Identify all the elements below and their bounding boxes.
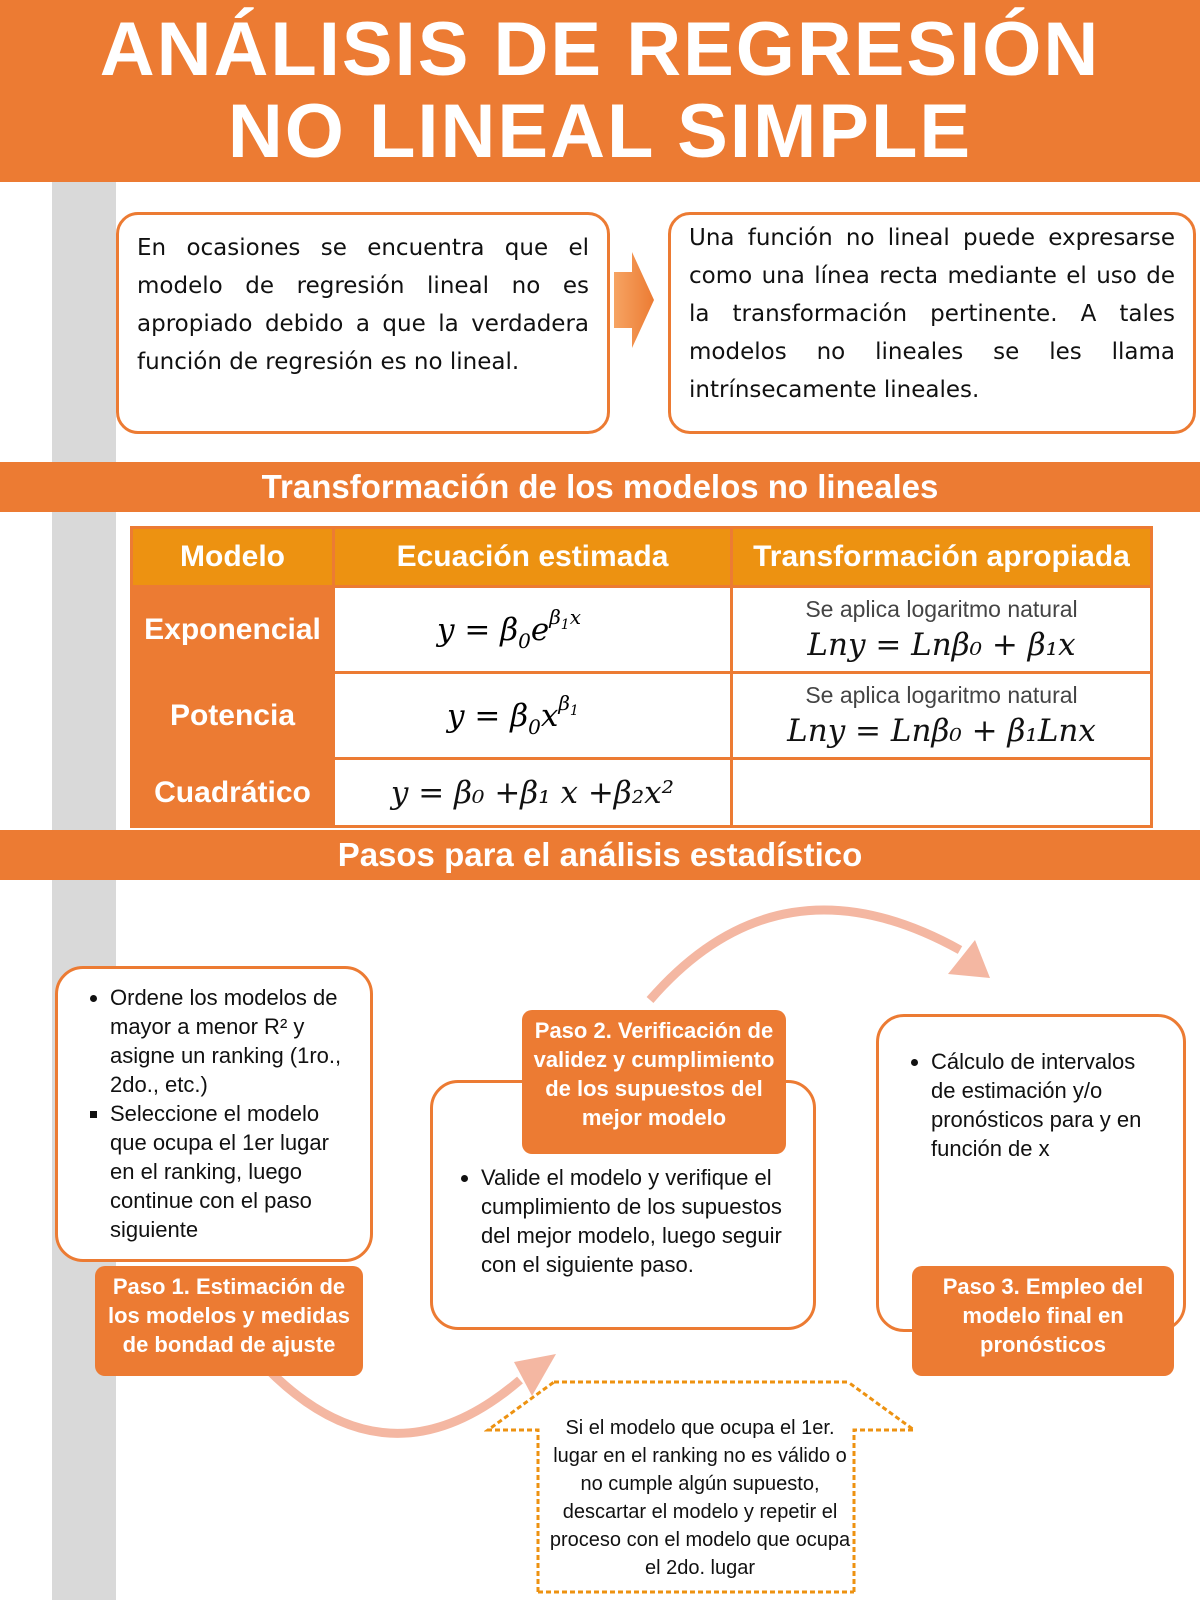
equation-power <box>334 673 732 759</box>
step1-list <box>88 983 352 1244</box>
table-row <box>132 673 1152 759</box>
steps-section-title: Pasos para el análisis estadístico <box>0 830 1200 880</box>
step2-label: Paso 2. Verificación de validez y cumplimiento de los supuestos del mejor modelo <box>522 1010 786 1154</box>
col-header-model: Modelo <box>132 528 334 587</box>
note-text: Si el modelo que ocupa el 1er. lugar en el ranking no es válido o no cumple algún supuesto, descartar el modelo y repetir el proceso con el modelo que ocupa el 2do. lugar <box>549 1417 851 1579</box>
step3-label: Paso 3. Empleo del modelo final en pronósticos <box>912 1266 1174 1376</box>
step3-list <box>909 1047 1165 1163</box>
intro-right-text: Una función no lineal puede expresarse como una línea recta mediante el uso de la transformación pertinente. A tales modelos no lineales se les llama intrínsecamente lineales. <box>689 225 1175 403</box>
arrow-right-icon <box>612 250 656 350</box>
svg-text:y = β0eβ1x: $y = \beta_0e^\beta 1x$ <box>436 604 581 653</box>
model-name: Exponencial <box>132 587 334 673</box>
page-title-line1: ANÁLISIS DE REGRESIÓN <box>99 7 1101 92</box>
curved-arrow-top <box>650 910 960 1000</box>
transform-exponential <box>732 587 1152 673</box>
transform-equation: Lny = Lnβ₀ + β₁x <box>807 627 1076 663</box>
step1-bullet: ▪ Seleccione el modelo que ocupa el 1er lugar en el ranking, luego continue con el paso siguiente <box>110 1099 352 1244</box>
transform-note: Se aplica logaritmo natural <box>805 682 1078 708</box>
model-name: Cuadrático <box>132 759 334 827</box>
model-name: Potencia <box>132 673 334 759</box>
transform-note: Se aplica logaritmo natural <box>805 596 1078 622</box>
page-title-line2: NO LINEAL SIMPLE <box>227 89 973 174</box>
equation-quadratic: y = β₀ +β₁ x +β₂x² <box>334 759 732 827</box>
table-header-row <box>132 528 1152 587</box>
step1-bullet: • Ordene los modelos de mayor a menor R² y asigne un ranking (1ro., 2do., etc.) <box>110 983 352 1099</box>
transform-quadratic <box>732 759 1152 827</box>
equation-power-formula <box>443 682 623 742</box>
table-row <box>132 759 1152 827</box>
step2-list <box>459 1163 795 1279</box>
transform-power <box>732 673 1152 759</box>
equation-exponential-formula <box>433 596 633 656</box>
intro-left-text: En ocasiones se encuentra que el modelo de regresión lineal no es apropiado debido a que la verdadera función de regresión es no lineal. <box>137 235 589 375</box>
models-table <box>130 526 1153 828</box>
step1-box <box>55 966 373 1262</box>
svg-text:y = β0xβ1: $y = \beta_0x^\beta 1$ <box>446 690 579 739</box>
col-header-equation: Ecuación estimada <box>334 528 732 587</box>
step3-bullet: • Cálculo de intervalos de estimación y/o pronósticos para y en función de x <box>931 1047 1165 1163</box>
equation-exponential <box>334 587 732 673</box>
intro-right-box <box>668 212 1196 434</box>
transform-equation: Lny = Lnβ₀ + β₁Lnx <box>787 713 1096 749</box>
title-banner <box>0 0 1200 182</box>
col-header-transform: Transformación apropiada <box>732 528 1152 587</box>
step2-bullet: • Valide el modelo y verifique el cumplimiento de los supuestos del mejor modelo, luego seguir con el siguiente paso. <box>481 1163 795 1279</box>
transform-section-title: Transformación de los modelos no lineales <box>0 462 1200 512</box>
intro-left-box <box>116 212 610 434</box>
step1-label: Paso 1. Estimación de los modelos y medidas de bondad de ajuste <box>95 1266 363 1376</box>
table-row <box>132 587 1152 673</box>
